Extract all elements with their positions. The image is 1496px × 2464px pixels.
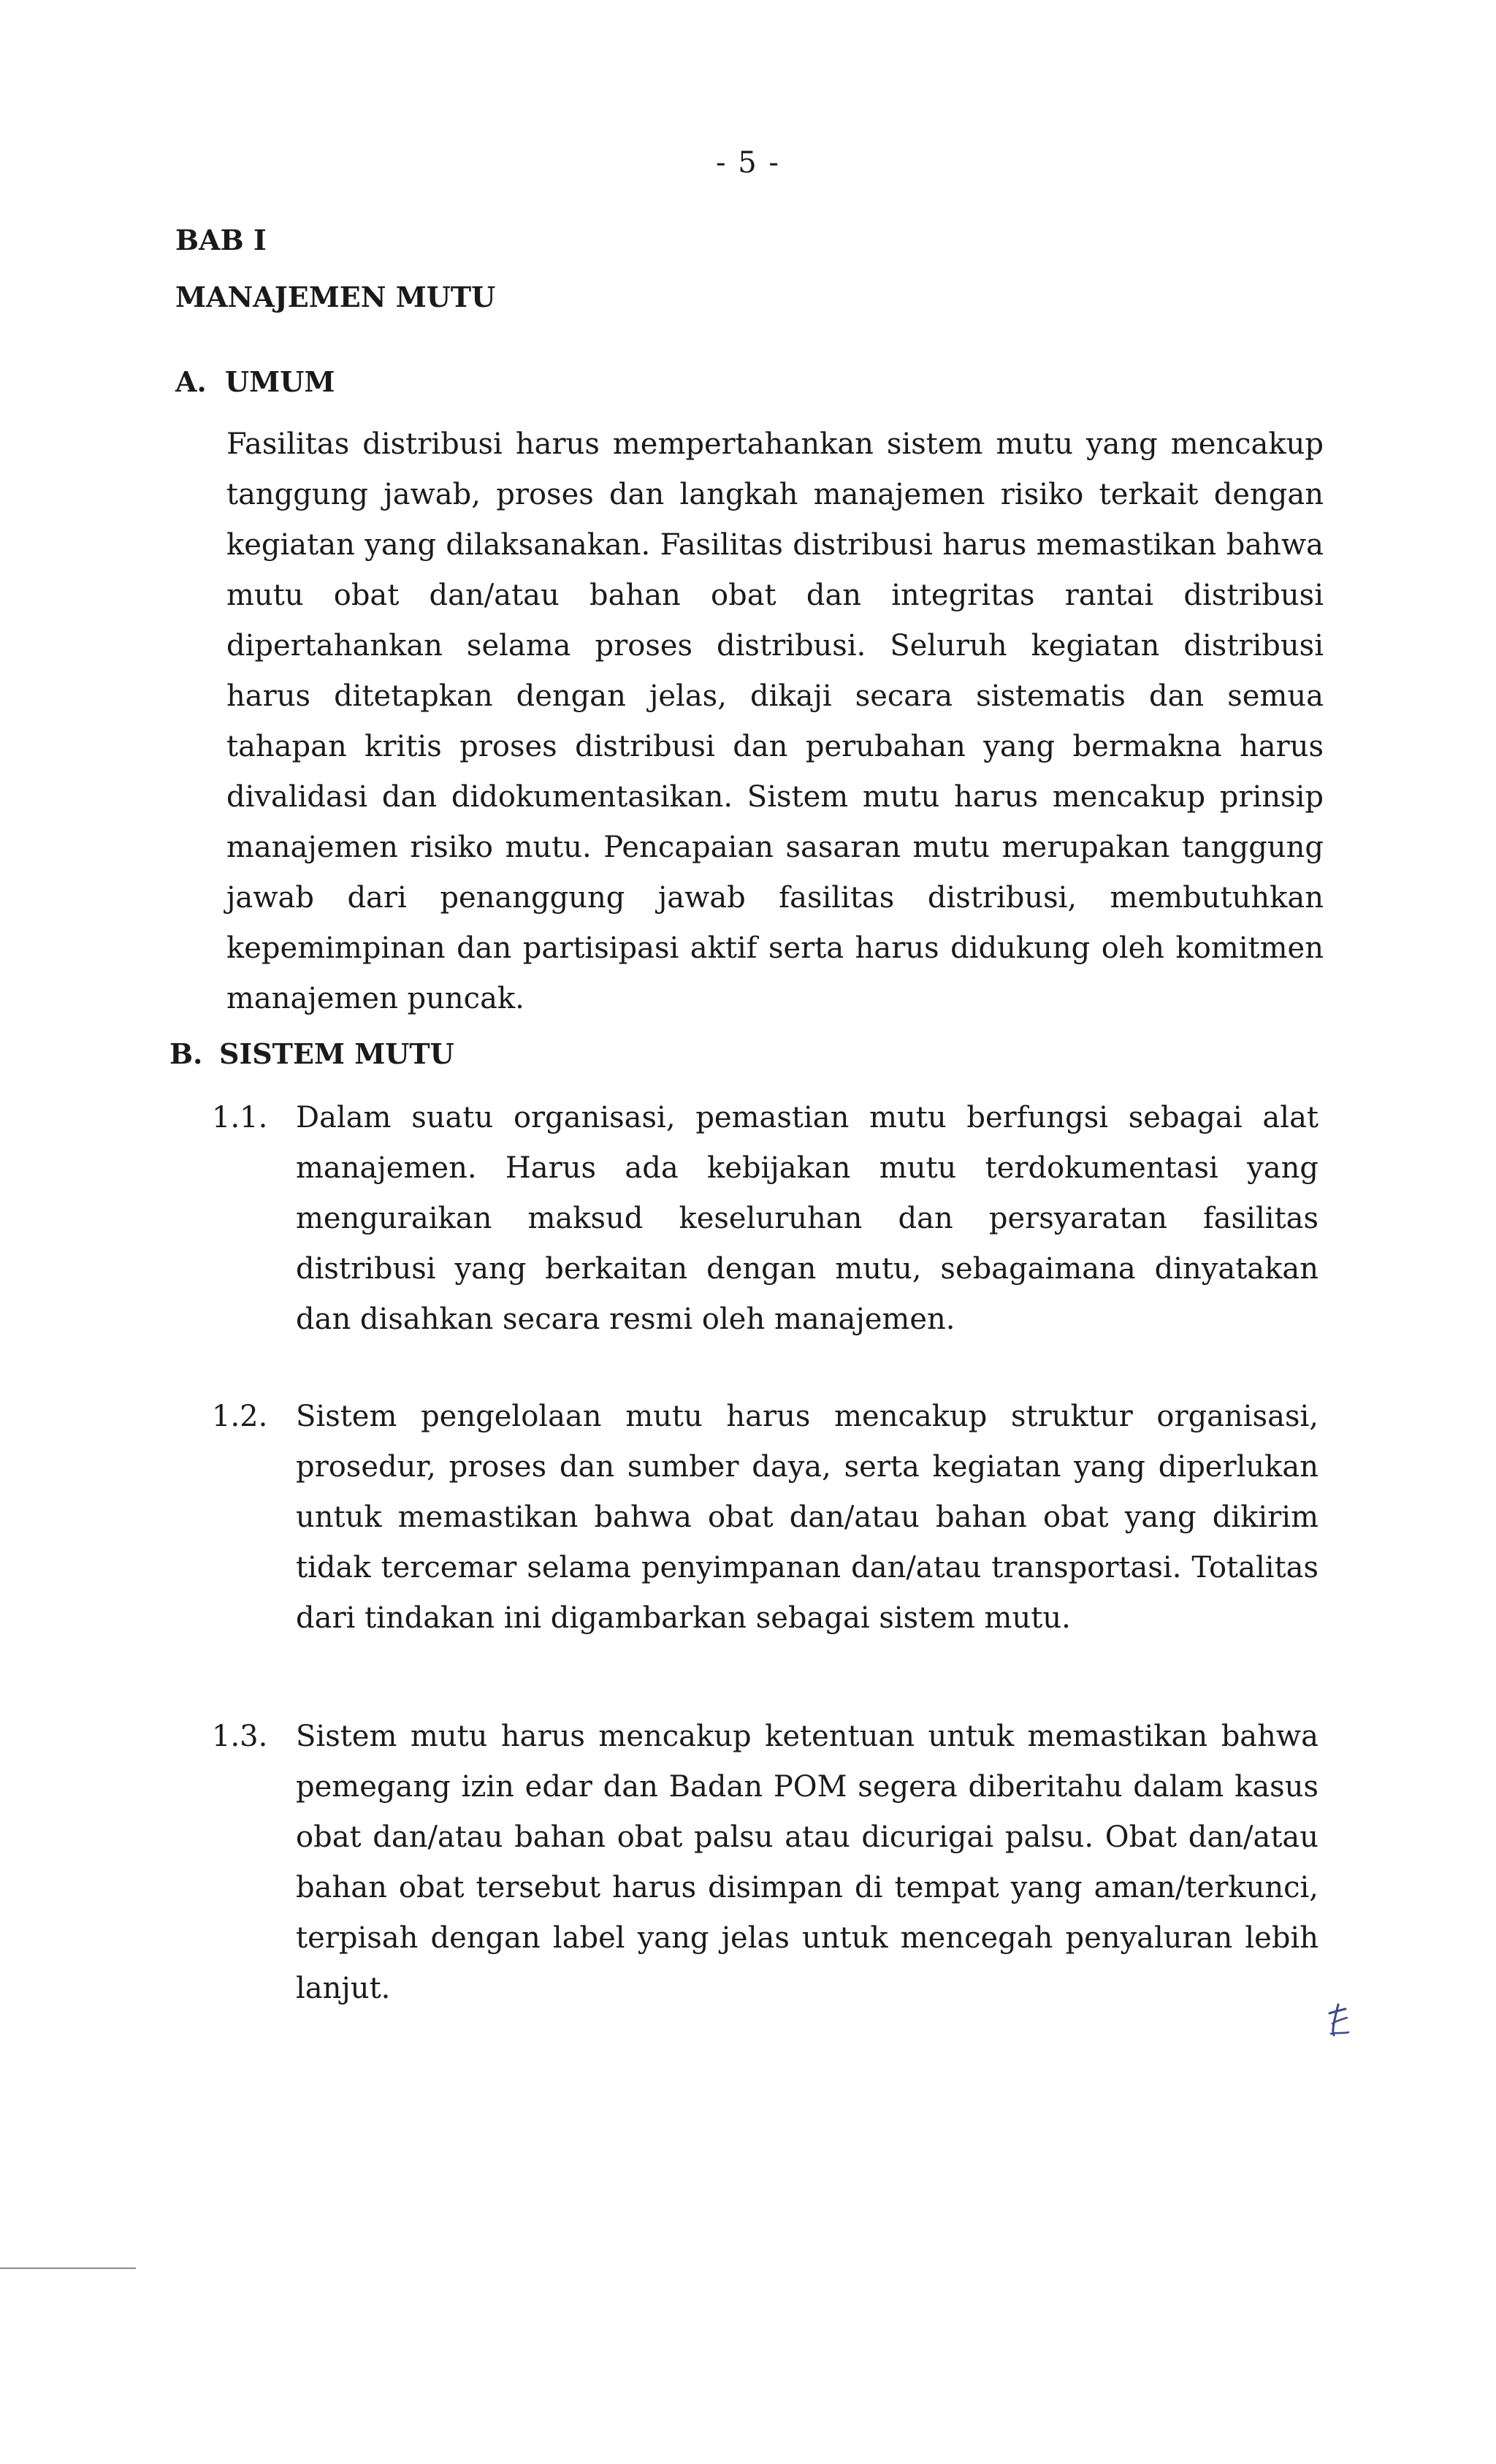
chapter-heading bbox=[175, 212, 495, 326]
handwritten-initial-mark bbox=[1322, 2002, 1354, 2038]
footer-divider bbox=[0, 2267, 136, 2269]
section-a-letter: A. bbox=[175, 365, 207, 398]
item-number: 1.2. bbox=[212, 1400, 268, 1433]
item-paragraph: Sistem mutu harus mencakup ketentuan untuk memastikan bahwa pemegang izin edar dan Badan POM segera diberitahu dalam kasus obat dan/atau bahan obat palsu atau dicurigai palsu. Obat dan/atau bahan obat tersebut harus disimpan di tempat yang aman/terkunci, terpisah dengan label yang jelas untuk mencegah penyaluran lebih lanjut. bbox=[296, 1720, 1318, 2005]
item-number: 1.3. bbox=[212, 1720, 268, 1753]
chapter-label: BAB I bbox=[175, 224, 267, 256]
item-paragraph: Dalam suatu organisasi, pemastian mutu berfungsi sebagai alat manajemen. Harus ada kebijakan mutu terdokumentasi yang menguraikan maksud keseluruhan dan persyaratan fasilitas distribusi yang berkaitan dengan mutu, sebagaimana dinyatakan dan disahkan secara resmi oleh manajemen. bbox=[296, 1101, 1318, 1336]
page-number: - 5 - bbox=[716, 146, 780, 180]
item-paragraph: Sistem pengelolaan mutu harus mencakup struktur organisasi, prosedur, proses dan sumber daya, serta kegiatan yang diperlukan untuk memastikan bahwa obat dan/atau bahan obat yang dikirim tidak tercemar selama penyimpanan dan/atau transportasi. Totalitas dari tindakan ini digambarkan sebagai sistem mutu. bbox=[296, 1400, 1318, 1635]
item-number: 1.1. bbox=[212, 1101, 268, 1134]
section-b-heading bbox=[169, 1037, 454, 1070]
section-a-title: UMUM bbox=[225, 365, 335, 398]
section-b-letter: B. bbox=[169, 1037, 203, 1070]
chapter-title: MANAJEMEN MUTU bbox=[175, 281, 496, 313]
section-a-paragraph: Fasilitas distribusi harus mempertahankan sistem mutu yang mencakup tanggung jawab, proses dan langkah manajemen risiko terkait dengan kegiatan yang dilaksanakan. Fasilitas distribusi harus memastikan bahwa mutu obat dan/atau bahan obat dan integritas rantai distribusi dipertahankan selama proses distribusi. Seluruh kegiatan distribusi harus ditetapkan dengan jelas, dikaji secara sistematis dan semua tahapan kritis proses distribusi dan perubahan yang bermakna harus divalidasi dan didokumentasikan. Sistem mutu harus mencakup prinsip manajemen risiko mutu. Pencapaian sasaran mutu merupakan tanggung jawab dari penanggung jawab fasilitas distribusi, membutuhkan kepemimpinan dan partisipasi aktif serta harus didukung oleh komitmen manajemen puncak. bbox=[226, 427, 1324, 1015]
section-a-heading bbox=[175, 365, 335, 398]
section-b-title: SISTEM MUTU bbox=[219, 1037, 454, 1070]
